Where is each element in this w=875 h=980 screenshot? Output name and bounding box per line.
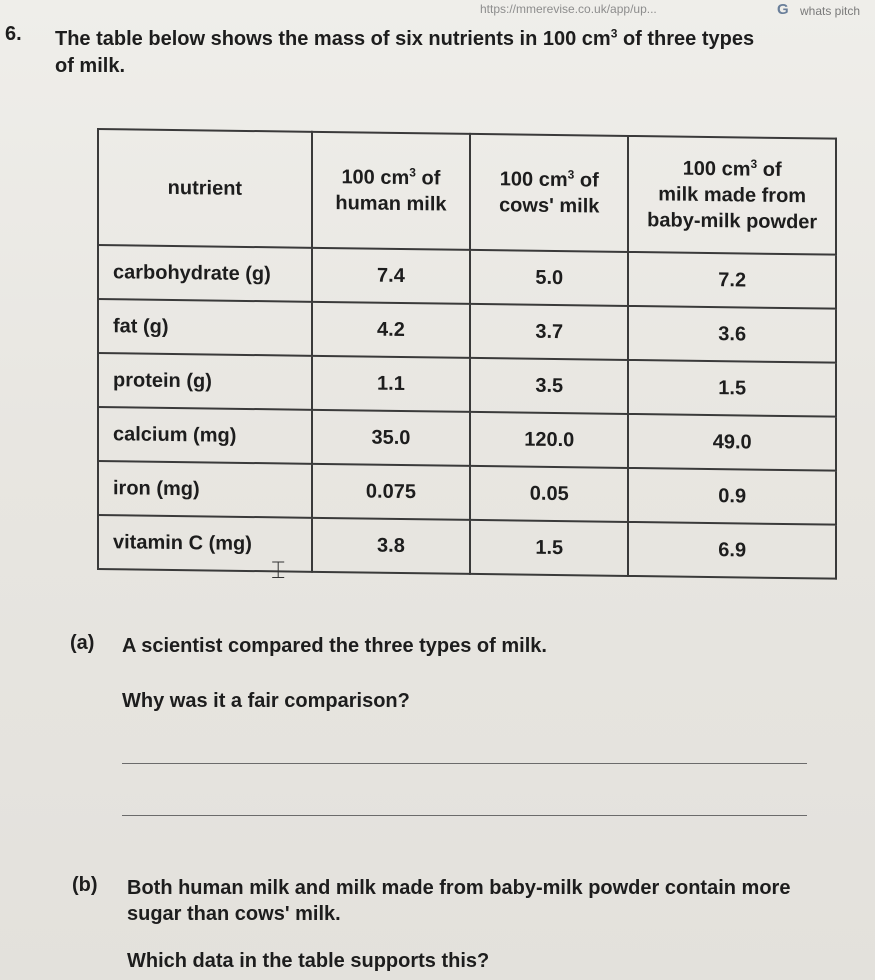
part-a-label: (a) [70, 632, 95, 654]
part-b-question: Which data in the table supports this? [127, 950, 490, 972]
nutrient-cell: calcium (mg) [98, 407, 312, 464]
superscript: 3 [409, 165, 416, 180]
header-label: baby-milk powder [647, 209, 818, 234]
table-row [98, 515, 836, 579]
nutrient-cell: vitamin C (mg) [98, 515, 312, 572]
header-cows-milk [470, 134, 628, 252]
nutrient-cell: carbohydrate (g) [98, 245, 312, 302]
question-text-start: The table below shows the mass of six nutrients in 100 cm [55, 28, 611, 50]
question-number: 6. [5, 23, 22, 45]
header-label: of [574, 169, 599, 192]
header-human-milk [312, 132, 470, 250]
tab-title[interactable]: whats pitch [800, 4, 861, 18]
header-label: cows' milk [499, 194, 600, 218]
url-text[interactable]: https://mmerevise.co.uk/app/up... [480, 2, 657, 16]
table-row [98, 353, 836, 417]
nutrient-cell: protein (g) [98, 353, 312, 410]
table-row [98, 245, 836, 309]
answer-line[interactable] [122, 815, 807, 816]
header-label: 100 cm [341, 166, 410, 190]
baby-milk-cell: 49.0 [628, 414, 836, 471]
human-milk-cell: 1.1 [312, 356, 470, 412]
header-label: nutrient [167, 176, 243, 200]
header-label: of [757, 158, 782, 181]
cows-milk-cell: 3.5 [470, 358, 628, 414]
question-text-end: of three types of milk. [55, 28, 755, 77]
superscript: 3 [610, 26, 618, 41]
superscript: 3 [750, 156, 758, 171]
human-milk-cell: 35.0 [312, 410, 470, 466]
nutrient-table [97, 128, 837, 580]
table-header-row [98, 129, 836, 255]
part-a-question: Why was it a fair comparison? [122, 690, 410, 712]
nutrient-cell: fat (g) [98, 299, 312, 356]
nutrient-cell: iron (mg) [98, 461, 312, 518]
human-milk-cell: 7.4 [312, 248, 470, 304]
baby-milk-cell: 7.2 [628, 252, 836, 309]
header-label: 100 cm [499, 168, 568, 192]
human-milk-cell: 3.8 [312, 518, 470, 574]
browser-bar [0, 0, 875, 22]
human-milk-cell: 4.2 [312, 302, 470, 358]
cows-milk-cell: 5.0 [470, 250, 628, 306]
part-a-text: A scientist compared the three types of milk. [122, 635, 547, 657]
header-nutrient [98, 129, 312, 248]
header-label: human milk [335, 192, 447, 216]
table-row [98, 407, 836, 471]
part-b-text: Both human milk and milk made from baby-milk powder contain more sugar than cows' milk. [127, 877, 791, 925]
header-label: of [415, 167, 441, 190]
cows-milk-cell: 120.0 [470, 412, 628, 468]
text-cursor-icon: ⌶ [271, 557, 286, 584]
cows-milk-cell: 1.5 [470, 520, 628, 576]
header-label: 100 cm [682, 157, 751, 181]
header-baby-milk [628, 136, 836, 255]
answer-line[interactable] [122, 763, 807, 764]
header-label: milk made from [658, 183, 807, 208]
google-icon: G [777, 1, 789, 18]
cows-milk-cell: 3.7 [470, 304, 628, 360]
table-row [98, 299, 836, 363]
human-milk-cell: 0.075 [312, 464, 470, 520]
baby-milk-cell: 3.6 [628, 306, 836, 363]
table-row [98, 461, 836, 525]
superscript: 3 [567, 167, 575, 182]
cows-milk-cell: 0.05 [470, 466, 628, 522]
question-text [55, 26, 755, 80]
part-b-label: (b) [72, 874, 98, 896]
baby-milk-cell: 6.9 [628, 522, 836, 579]
baby-milk-cell: 0.9 [628, 468, 836, 525]
baby-milk-cell: 1.5 [628, 360, 836, 417]
